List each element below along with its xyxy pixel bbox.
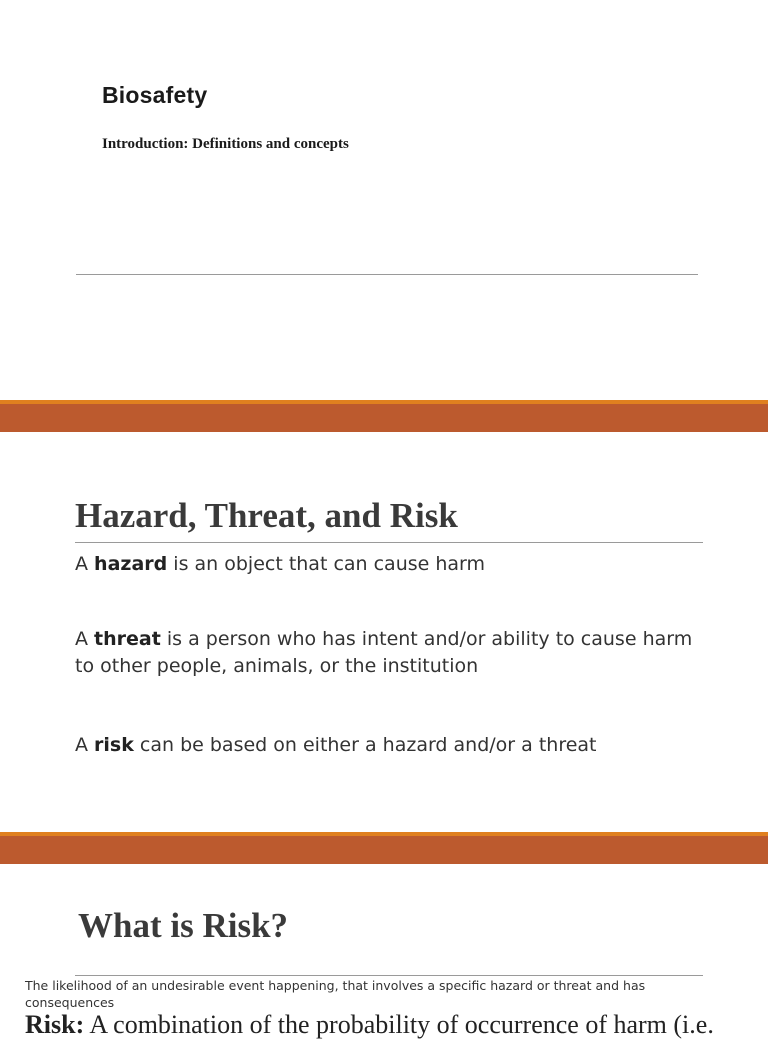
slide-2-rule — [75, 542, 703, 543]
slide-title — [0, 0, 768, 400]
hazard-rest: is an object that can cause harm — [167, 553, 486, 575]
risk-definition — [75, 732, 705, 759]
slide-2-title: Hazard, Threat, and Risk — [75, 496, 458, 535]
threat-prefix: A — [75, 628, 95, 650]
threat-term: threat — [94, 628, 161, 650]
risk-combination-text — [25, 1010, 714, 1040]
slide-divider-accent — [0, 400, 768, 404]
risk-term: risk — [94, 734, 134, 756]
slide-divider — [0, 832, 768, 864]
threat-definition — [75, 626, 705, 680]
slide-3-title: What is Risk? — [78, 906, 289, 945]
risk-combination-rest: A combination of the probability of occurrence of harm (i.e. — [84, 1010, 714, 1039]
hazard-prefix: A — [75, 553, 95, 575]
slide-hazard-threat-risk — [0, 432, 768, 832]
slide-1-rule — [76, 274, 698, 275]
slide-what-is-risk — [0, 864, 768, 1039]
hazard-definition — [75, 551, 705, 578]
risk-likelihood-text: The likelihood of an undesirable event happening, that involves a specific hazard or threat and has consequences — [25, 978, 646, 1010]
slide-3-rule — [75, 975, 703, 976]
slide-1-subtitle: Introduction: Definitions and concepts — [102, 136, 349, 152]
risk-combination-term: Risk: — [25, 1010, 85, 1039]
risk-rest: can be based on either a hazard and/or a threat — [133, 734, 597, 756]
risk-prefix: A — [75, 734, 95, 756]
hazard-term: hazard — [94, 553, 168, 575]
threat-rest: is a person who has intent and/or ability to cause harm to other people, animals, or the institution — [75, 628, 693, 677]
slide-divider-accent — [0, 832, 768, 836]
slide-1-title: Biosafety — [102, 82, 208, 108]
slide-divider — [0, 400, 768, 432]
